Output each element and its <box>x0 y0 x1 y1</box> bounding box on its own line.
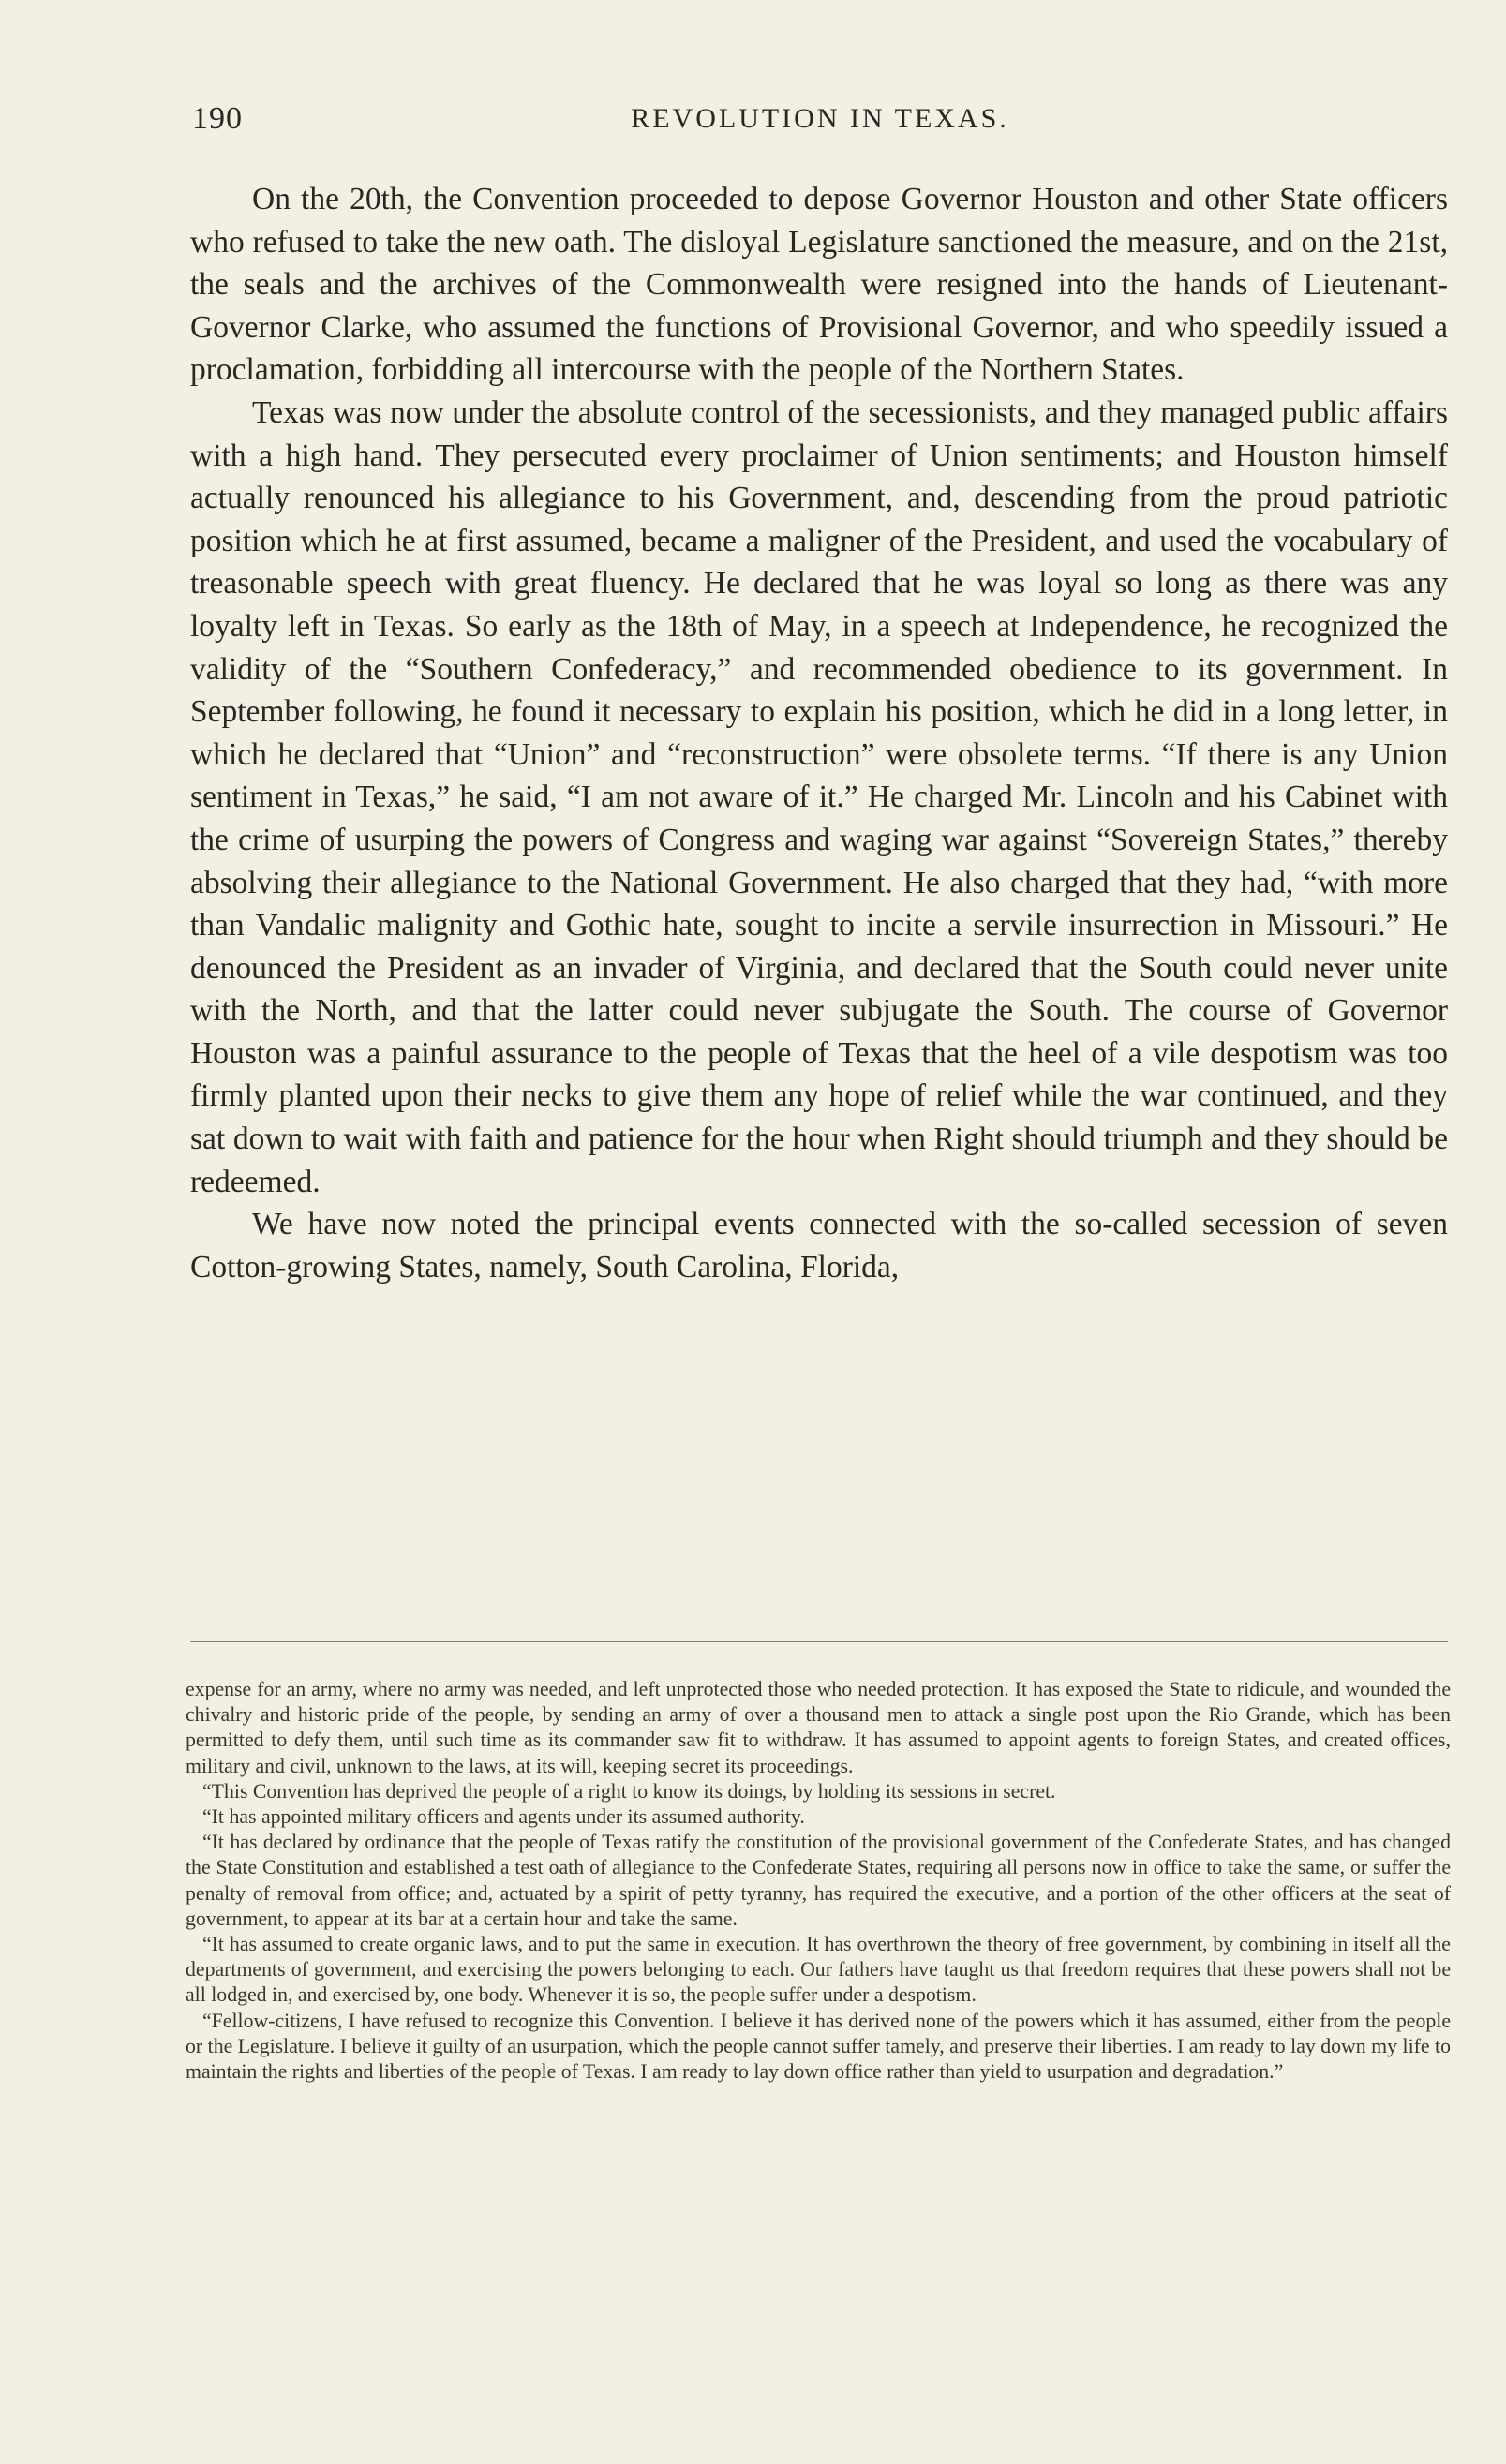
paragraph: We have now noted the principal events connected with the so-called secession of seven Cotton-growing States, namely, South Carolina, Florida, <box>190 1207 1448 1284</box>
paragraph: Texas was now under the absolute control of the secessionists, and they managed public affairs with a high hand. They persecuted every proclaimer of Union sentiments; and Houston himself actually renounced his allegiance to his Government, and, descending from the proud patriotic position which he at first assumed, became a maligner of the President, and used the vocabulary of treasonable speech with great fluency. He declared that he was loyal so long as there was any loyalty left in Texas. So early as the 18th of May, in a speech at Independence, he recognized the validity of the “Southern Confederacy,” and recommended obedience to its government. In September following, he found it necessary to explain his position, which he did in a long letter, in which he declared that “Union” and “reconstruction” were obsolete terms. “If there is any Union sentiment in Texas,” he said, “I am not aware of it.” He charged Mr. Lincoln and his Cabinet with the crime of usurping the powers of Congress and waging war against “Sovereign States,” thereby absolving their allegiance to the National Government. He also charged that they had, “with more than Vandalic malignity and Gothic hate, sought to incite a servile insurrection in Missouri.” He denounced the President as an invader of Virginia, and declared that the South could never unite with the North, and that the latter could never subjugate the South. The course of Governor Houston was a painful assurance to the people of Texas that the heel of a vile despotism was too firmly planted upon their necks to give them any hope of relief while the war continued, and they sat down to wait with faith and patience for the hour when Right should triumph and they should be redeemed. <box>190 394 1448 1199</box>
footnote-paragraph: “It has appointed military officers and agents under its assumed authority. <box>202 1805 805 1829</box>
footnote-paragraph: “It has assumed to create organic laws, and to put the same in execution. It has overthrown the theory of free government, by combining in itself all the departments of government, and exercising the powers belonging to each. Our fathers have taught us that freedom requires that these powers shall not be all lodged in, and exercised by, one body. Whenever it is so, the people suffer under a despotism. <box>186 1933 1451 2007</box>
footnote-paragraph: expense for an army, where no army was needed, and left unprotected those who needed protection. It has exposed the State to ridicule, and wounded the chivalry and historic pride of the people, by sending an army of over a thousand men to attack a single post upon the Rio Grande, which has been permitted to defy them, until such time as its commander saw fit to withdraw. It has assumed to appoint agents to foreign States, and created offices, military and civil, unknown to the laws, at its will, keeping secret its proceedings. <box>186 1678 1451 1777</box>
footnote-paragraph: “It has declared by ordinance that the people of Texas ratify the constitution of the provisional government of the Confederate States, and has changed the State Constitution and established a test oath of allegiance to the Confederate States, requiring all persons now in office to take the same, or suffer the penalty of removal from office; and, actuated by a spirit of petty tyranny, has required the executive, and a portion of the other officers at the seat of government, to appear at its bar at a certain hour and take the same. <box>186 1831 1451 1930</box>
running-title: REVOLUTION IN TEXAS. <box>631 103 1009 134</box>
page-number: 190 <box>192 101 243 136</box>
footnotes <box>186 1677 1451 2085</box>
page-header <box>192 101 1448 148</box>
footnote-paragraph: “Fellow-citizens, I have refused to recognize this Convention. I believe it has derived none of the powers which it has assumed, either from the people or the Legislature. I believe it guilty of an usurpation, which the people cannot suffer tamely, and preserve their liberties. I am ready to lay down my life to maintain the rights and liberties of the people of Texas. I am ready to lay down office rather than yield to usurpation and degradation.” <box>186 2009 1451 2084</box>
paragraph: On the 20th, the Convention proceeded to depose Governor Houston and other State officers who refused to take the new oath. The disloyal Legislature sanctioned the measure, and on the 21st, the seals and the archives of the Commonwealth were resigned into the hands of Lieutenant-Governor Clarke, who assumed the functions of Provisional Governor, and who speedily issued a proclamation, forbidding all intercourse with the people of the Northern States. <box>190 182 1448 388</box>
footnote-divider <box>190 1641 1448 1642</box>
main-text <box>190 178 1448 1288</box>
footnote-paragraph: “This Convention has deprived the people of a right to know its doings, by holding its sessions in secret. <box>202 1779 1056 1803</box>
